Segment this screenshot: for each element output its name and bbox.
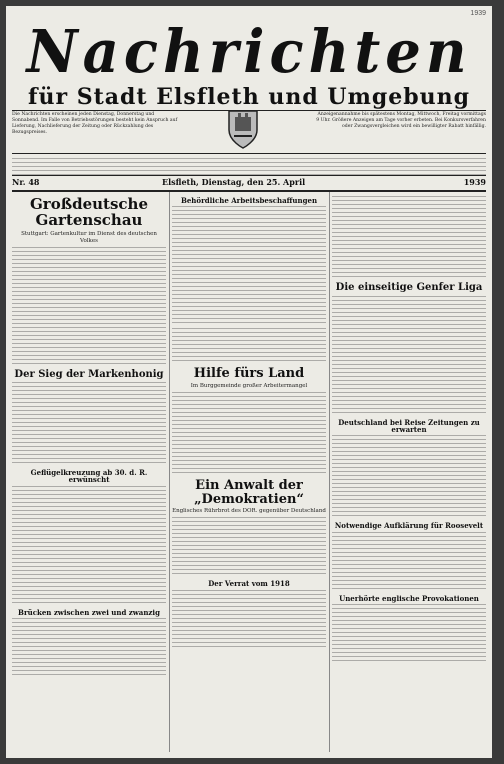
column-separator xyxy=(169,192,170,752)
article-body xyxy=(12,486,166,606)
notice-rule xyxy=(12,153,486,154)
masthead xyxy=(10,17,488,87)
headline-job-creation: Behördliche Arbeitsbeschaffungen xyxy=(180,196,318,205)
headline-geneva-league: Die einseitige Genfer Liga xyxy=(335,282,483,293)
subhead-garden-show: Stuttgart: Gartenkultur im Dienst des deutschen Volkes xyxy=(21,230,157,244)
newspaper-page xyxy=(6,6,492,758)
column-separator xyxy=(329,192,330,752)
article-body xyxy=(332,296,486,416)
dateline-rule-top xyxy=(12,175,486,176)
city-crest-icon xyxy=(226,108,260,150)
headline-garden-show: Großdeutsche Gartenschau xyxy=(29,195,148,229)
article-body xyxy=(172,328,326,364)
article-body xyxy=(172,392,326,476)
article-body xyxy=(12,247,166,367)
headline-bridges: Brücken zwischen zwei und zwanzig xyxy=(18,607,160,617)
issue-year: 1939 xyxy=(463,177,486,187)
article-body xyxy=(332,604,486,664)
headline-democracies: Ein Anwalt der „Demokratien“ xyxy=(194,477,304,507)
dateline xyxy=(12,177,486,189)
issue-number: Nr. 48 xyxy=(12,177,40,187)
column-2 xyxy=(172,194,326,752)
article-body xyxy=(172,517,326,577)
volume-number: 1939 xyxy=(470,10,486,17)
article-body xyxy=(12,618,166,678)
article-body xyxy=(332,532,486,592)
subhead-democracies: Englisches Rührbrot des DOR. gegenüber Deutschland xyxy=(172,508,326,515)
column-1 xyxy=(12,194,166,752)
headline-roosevelt: Notwendige Aufklärung für Roosevelt xyxy=(334,521,484,531)
column-3 xyxy=(332,194,486,752)
publisher-info-block xyxy=(12,158,486,176)
dateline-rule-bottom xyxy=(12,190,486,192)
headline-help-land: Hilfe fürs Land xyxy=(193,366,305,382)
advertising-notice: Anzeigenannahme bis spätestens Montag, Mittwoch, Freitag vormittags 9 Uhr. Größere Anzeigen am Tage vorher erbeten. Bei Konkursverfahren oder Zwangsvergleichen wird ein bewilligter Rabatt hinfällig. xyxy=(316,112,486,129)
article-body xyxy=(12,382,166,466)
publication-notice: Die Nachrichten erscheinen jeden Dienstag, Donnerstag und Sonnabend. Im Falle von Betriebsstörungen besteht kein Anspruch auf Lieferung, Nachlieferung der Zeitung oder Rückzahlung des Bezugspreises. xyxy=(12,112,178,135)
masthead-title: Nachrichten xyxy=(26,17,472,87)
headline-poultry: Geflügelkreuzung ab 30. d. R. erwünscht xyxy=(30,468,148,485)
headline-honey: Der Sieg der Markenhonig xyxy=(14,368,164,380)
article-body xyxy=(172,590,326,650)
headline-english-provocations: Unerhörte englische Provokationen xyxy=(339,593,479,603)
headline-betrayal: Der Verrat vom 1918 xyxy=(208,579,290,589)
subhead-help-land: Im Burggemeinde großer Arbeitermangel xyxy=(190,382,308,389)
article-body xyxy=(332,435,486,519)
issue-date: Elsfleth, Dienstag, den 25. April xyxy=(162,177,306,187)
masthead-subtitle: für Stadt Elsfleth und Umgebung xyxy=(28,84,470,110)
headline-germany-travel: Deutschland bei Reise Zeitungen zu erwarten xyxy=(338,417,480,434)
article-body xyxy=(172,206,326,326)
article-body xyxy=(332,196,486,280)
